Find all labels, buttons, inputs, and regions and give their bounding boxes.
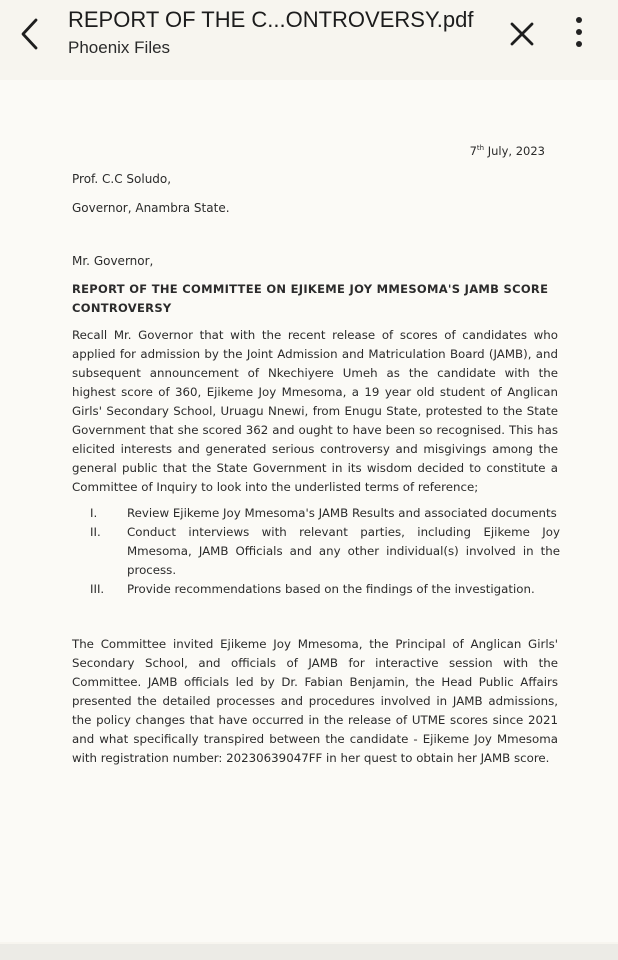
app-bar xyxy=(0,0,618,72)
page-footer-strip xyxy=(0,944,618,960)
title-block xyxy=(68,6,488,58)
close-button[interactable] xyxy=(504,16,540,52)
back-button[interactable] xyxy=(16,14,46,54)
document-title: REPORT OF THE C...ONTROVERSY.pdf xyxy=(68,7,474,32)
report-heading: REPORT OF THE COMMITTEE ON EJIKEME JOY MMESOMA'S JAMB SCORE CONTROVERSY xyxy=(72,282,549,315)
list-item: III. Provide recommendations based on the findings of the investigation. xyxy=(90,582,535,596)
list-item: I. Review Ejikeme Joy Mmesoma's JAMB Results and associated documents xyxy=(90,506,557,520)
more-options-button[interactable] xyxy=(568,14,590,54)
recipient-name: Prof. C.C Soludo, xyxy=(72,172,172,186)
paragraph-intro: Recall Mr. Governor that with the recent release of scores of candidates who applied for admission by the Joint Admission and Matriculation Board (JAMB), and subsequent announcement of Nkechiyere Umeh as the candidate with the highest score of 360, Ejikeme Joy Mmesoma, a 19 year old student of Anglican Girls' Secondary School, Uruagu Nnewi, from Enugu State, protested to the State Government that she scored 362 and ought to have been so recognised. This has elicited interests and generated serious controversy and misgivings among the general public that the State Government in its wisdom decided to constitute a Committee of Inquiry to look into the underlisted terms of reference; xyxy=(72,328,558,494)
pdf-page[interactable] xyxy=(0,80,618,942)
salutation: Mr. Governor, xyxy=(72,254,154,268)
list-item: II. Conduct interviews with relevant parties, including Ejikeme Joy Mmesoma, JAMB Officials and any other individual(s) involved in the process. xyxy=(90,525,560,577)
chevron-left-icon xyxy=(16,14,46,54)
terms-of-reference-list xyxy=(90,504,560,599)
recipient-title: Governor, Anambra State. xyxy=(72,201,230,215)
close-icon xyxy=(504,16,540,52)
paragraph-committee-session: The Committee invited Ejikeme Joy Mmesoma, the Principal of Anglican Girls' Secondary School, and officials of JAMB for interactive session with the Committee. JAMB officials led by Dr. Fabian Benjamin, the Head Public Affairs presented the detailed processes and procedures involved in JAMB admissions, the policy changes that have occurred in the release of UTME scores since 2021 and what specifically transpired between the candidate - Ejikeme Joy Mmesoma with registration number: 20230639047FF in her quest to obtain her JAMB score. xyxy=(72,637,558,765)
letter-date: 7th July, 2023 xyxy=(469,144,545,158)
more-vertical-icon xyxy=(568,17,590,47)
document-source: Phoenix Files xyxy=(68,38,171,57)
